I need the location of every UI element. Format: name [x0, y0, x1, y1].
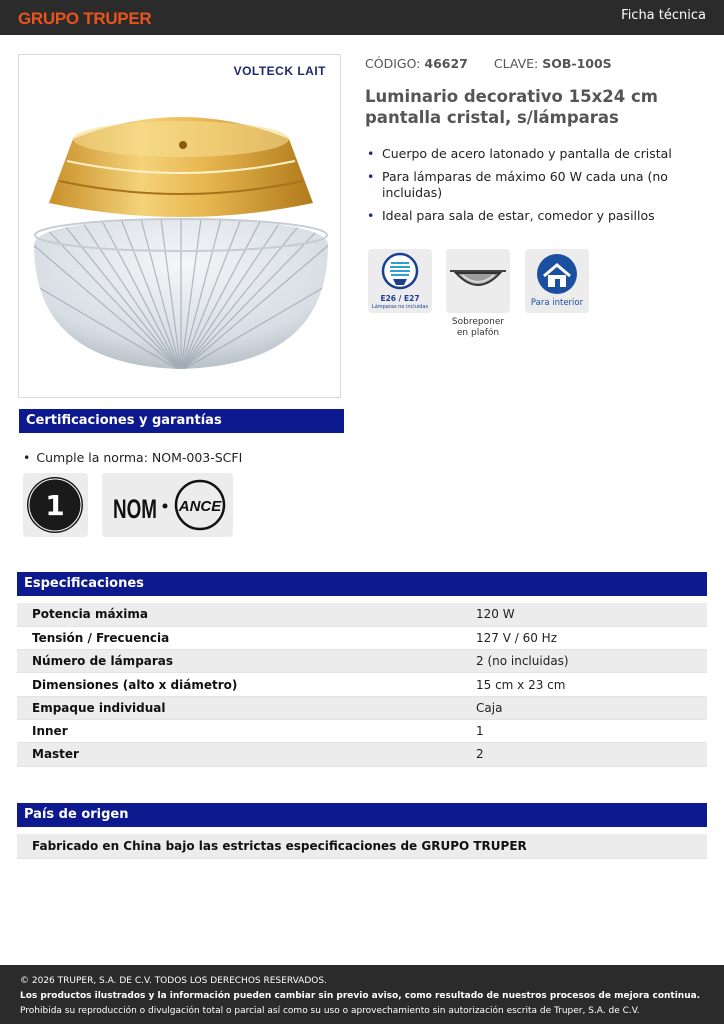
spec-value: 2 — [476, 743, 707, 766]
footer-copyright: © 2026 TRUPER, S.A. DE C.V. TODOS LOS DERECHOS RESERVADOS. — [20, 976, 327, 986]
footer-notice: Los productos ilustrados y la información pueden cambiar sin previo aviso, como resultado de nuestros procesos de mejora continua. — [20, 991, 701, 1001]
mount-caption: Sobreponer en plafón — [451, 317, 505, 338]
clave-label: CLAVE: — [493, 56, 539, 71]
socket-sublabel: Lámparas no incluidas — [371, 304, 429, 310]
footer-legal: Prohibida su reproducción o divulgación total o parcial así como su uso o aprovechamiento sin autorización escrita de Truper, S.A. de C.V. — [20, 1006, 640, 1016]
table-row — [17, 650, 707, 673]
certification-text: Cumple la norma: NOM-003-SCFI — [36, 450, 243, 465]
feature-bullets — [367, 146, 707, 231]
spec-value: 127 V / 60 Hz — [476, 626, 707, 649]
warranty-number: 1 — [45, 489, 65, 522]
spec-value: 2 (no incluidas) — [476, 650, 707, 673]
certifications-heading: Certificaciones y garantías — [19, 409, 344, 433]
bullet-item: • Ideal para sala de estar, comedor y pasillos — [367, 208, 707, 224]
spec-value: Caja — [476, 696, 707, 719]
table-row — [17, 673, 707, 696]
ceiling-mount-icon — [446, 249, 510, 313]
product-photo — [18, 54, 341, 398]
photo-brand-logo: VOLTECK LAIT — [233, 64, 326, 78]
origin-heading: País de origen — [17, 803, 707, 827]
top-bar — [0, 0, 724, 35]
spec-label: Inner — [17, 719, 476, 742]
table-row — [17, 743, 707, 766]
socket-label: E26 / E27 — [380, 294, 420, 303]
ance-logo: ANCE — [178, 498, 222, 515]
certification-item: • Cumple la norma: NOM-003-SCFI — [23, 450, 243, 465]
bullet-item: • Cuerpo de acero latonado y pantalla de cristal — [367, 146, 707, 162]
brand-logo: GRUPO TRUPER — [18, 9, 152, 28]
table-row — [17, 626, 707, 649]
specifications-heading: Especificaciones — [17, 572, 707, 596]
document-type: Ficha técnica — [621, 8, 706, 23]
product-title: Luminario decorativo 15x24 cm pantalla cristal, s/lámparas — [365, 87, 658, 127]
ceiling-lamp-image — [31, 103, 331, 375]
spec-label: Empaque individual — [17, 696, 476, 719]
product-codes — [365, 56, 612, 71]
feature-mount — [446, 249, 510, 339]
spec-label: Master — [17, 743, 476, 766]
warranty-badge — [23, 473, 88, 537]
spec-label: Potencia máxima — [17, 603, 476, 626]
table-row — [17, 603, 707, 626]
feature-socket — [368, 249, 432, 313]
nom-logo: NOM — [113, 494, 157, 524]
footer — [0, 965, 724, 1024]
indoor-label: Para interior — [530, 298, 584, 308]
spec-label: Tensión / Frecuencia — [17, 626, 476, 649]
clave-value: SOB-100S — [542, 56, 612, 71]
bullet-item: • Para lámparas de máximo 60 W cada una (no incluidas) — [367, 169, 707, 201]
feature-indoor — [525, 249, 589, 313]
code-label: CÓDIGO: — [365, 56, 421, 71]
table-row — [17, 696, 707, 719]
spec-label: Número de lámparas — [17, 650, 476, 673]
table-row — [17, 719, 707, 742]
origin-text: Fabricado en China bajo las estrictas especificaciones de GRUPO TRUPER — [17, 834, 707, 859]
spec-value: 1 — [476, 719, 707, 742]
code-value: 46627 — [424, 56, 468, 71]
spec-label: Dimensiones (alto x diámetro) — [17, 673, 476, 696]
indoor-house-icon — [525, 249, 589, 313]
spec-value: 120 W — [476, 603, 707, 626]
bulb-socket-icon — [368, 249, 432, 313]
nom-ance-logo — [102, 473, 233, 537]
spec-value: 15 cm x 23 cm — [476, 673, 707, 696]
specifications-table — [17, 603, 707, 767]
